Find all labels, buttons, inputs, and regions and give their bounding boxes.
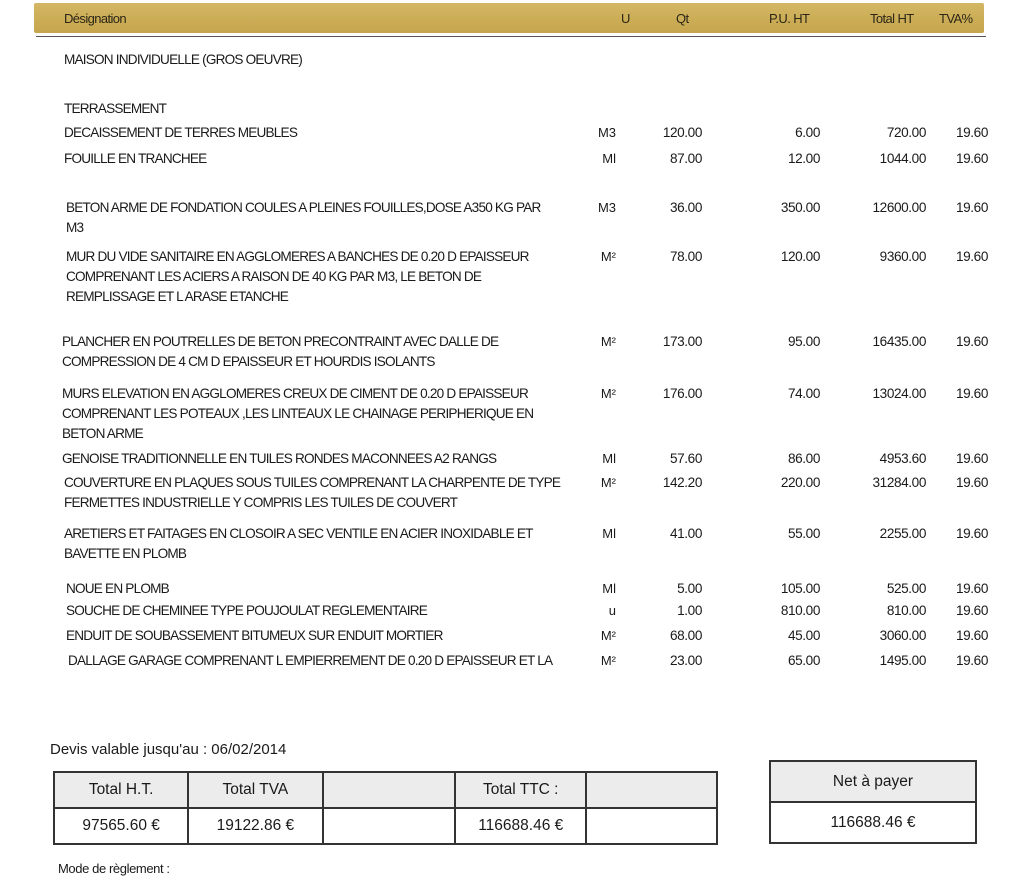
item-unit-price: 86.00 [787, 451, 820, 466]
item-unit: Ml [602, 451, 616, 466]
header-rule [36, 36, 986, 37]
total-ht-label: Total H.T. [54, 772, 188, 808]
total-tva-label: Total TVA [188, 772, 322, 808]
item-total-ht: 1044.00 [879, 151, 926, 166]
item-unit-price: 74.00 [787, 386, 820, 401]
item-unit: M² [600, 653, 616, 668]
item-qty: 23.00 [669, 653, 702, 668]
item-unit-price: 350.00 [780, 200, 820, 215]
item-unit: M² [600, 628, 616, 643]
item-description [62, 332, 622, 372]
item-total-ht: 525.00 [886, 581, 926, 596]
item-description [62, 449, 622, 469]
item-unit: Ml [602, 526, 616, 541]
section-title: TERRASSEMENT [64, 101, 167, 116]
empty-cell [323, 808, 456, 844]
item-tva: 19.60 [955, 249, 988, 264]
item-tva: 19.60 [955, 451, 988, 466]
empty-cell [323, 772, 456, 808]
total-tva-value: 19122.86 € [188, 808, 322, 844]
item-total-ht: 810.00 [886, 603, 926, 618]
item-total-ht: 16435.00 [872, 334, 926, 349]
item-tva: 19.60 [955, 603, 988, 618]
item-description-line: FOUILLE EN TRANCHEE [64, 151, 207, 166]
item-unit: M² [600, 334, 616, 349]
item-description-line: ARETIERS ET FAITAGES EN CLOSOIR A SEC VENTILE EN ACIER INOXIDABLE ET [64, 526, 533, 541]
item-total-ht: 3060.00 [879, 628, 926, 643]
item-description [62, 384, 622, 444]
item-total-ht: 4953.60 [879, 451, 926, 466]
item-tva: 19.60 [955, 386, 988, 401]
item-tva: 19.60 [955, 475, 988, 490]
item-qty: 5.00 [677, 581, 702, 596]
item-description-line: COMPRENANT LES POTEAUX ,LES LINTEAUX LE CHAINAGE PERIPHERIQUE EN [62, 406, 534, 421]
item-tva: 19.60 [955, 125, 988, 140]
item-unit: M² [600, 475, 616, 490]
item-unit: Ml [602, 151, 616, 166]
item-description-line: GENOISE TRADITIONNELLE EN TUILES RONDES MACONNEES A2 RANGS [62, 451, 497, 466]
item-tva: 19.60 [955, 334, 988, 349]
item-description [64, 123, 624, 143]
item-qty: 173.00 [662, 334, 702, 349]
header-pu-ht: P.U. HT [769, 11, 810, 26]
net-table [769, 760, 977, 844]
item-description [66, 626, 626, 646]
item-description-line: COMPRENANT LES ACIERS A RAISON DE 40 KG PAR M3, LE BETON DE [66, 269, 482, 284]
net-value: 116688.46 € [770, 802, 976, 843]
item-unit: M² [600, 249, 616, 264]
item-qty: 176.00 [662, 386, 702, 401]
item-unit-price: 65.00 [787, 653, 820, 668]
item-description-line: DALLAGE GARAGE COMPRENANT L EMPIERREMENT DE 0.20 D EPAISSEUR ET LA [68, 653, 553, 668]
item-tva: 19.60 [955, 581, 988, 596]
item-tva: 19.60 [955, 151, 988, 166]
item-description-line: SOUCHE DE CHEMINEE TYPE POUJOULAT REGLEMENTAIRE [66, 603, 427, 618]
item-description-line: MUR DU VIDE SANITAIRE EN AGGLOMERES A BANCHES DE 0.20 D EPAISSEUR [66, 249, 529, 264]
item-unit-price: 55.00 [787, 526, 820, 541]
item-unit-price: 45.00 [787, 628, 820, 643]
payment-mode: Mode de règlement : [58, 861, 170, 876]
item-total-ht: 31284.00 [872, 475, 926, 490]
item-unit-price: 95.00 [787, 334, 820, 349]
net-label: Net à payer [770, 761, 976, 802]
item-unit: M3 [597, 200, 616, 215]
item-description-line: M3 [66, 220, 84, 235]
item-qty: 57.60 [669, 451, 702, 466]
item-tva: 19.60 [955, 653, 988, 668]
item-description [64, 149, 624, 169]
item-description [64, 473, 624, 513]
item-description [64, 524, 624, 564]
header-total-ht: Total HT [870, 11, 914, 26]
item-description-line: COMPRESSION DE 4 CM D EPAISSEUR ET HOURDIS ISOLANTS [62, 354, 435, 369]
item-description [68, 651, 628, 671]
item-description-line: PLANCHER EN POUTRELLES DE BETON PRECONTRAINT AVEC DALLE DE [62, 334, 499, 349]
item-qty: 78.00 [669, 249, 702, 264]
item-description-line: REMPLISSAGE ET L ARASE ETANCHE [66, 289, 289, 304]
item-total-ht: 1495.00 [879, 653, 926, 668]
header-qty: Qt [676, 11, 689, 26]
empty-cell [586, 808, 717, 844]
item-unit: u [608, 603, 616, 618]
header-designation: Désignation [64, 11, 127, 26]
validity-date: Devis valable jusqu'au : 06/02/2014 [50, 741, 287, 758]
total-ht-value: 97565.60 € [54, 808, 188, 844]
item-tva: 19.60 [955, 200, 988, 215]
item-unit-price: 105.00 [780, 581, 820, 596]
total-ttc-value: 116688.46 € [455, 808, 586, 844]
item-qty: 41.00 [669, 526, 702, 541]
item-unit: M3 [597, 125, 616, 140]
item-description-line: MURS ELEVATION EN AGGLOMERES CREUX DE CIMENT DE 0.20 D EPAISSEUR [62, 386, 528, 401]
item-total-ht: 9360.00 [879, 249, 926, 264]
item-total-ht: 13024.00 [872, 386, 926, 401]
empty-cell [586, 772, 717, 808]
item-tva: 19.60 [955, 526, 988, 541]
item-qty: 36.00 [669, 200, 702, 215]
document-title: MAISON INDIVIDUELLE (GROS OEUVRE) [64, 52, 302, 67]
item-total-ht: 720.00 [886, 125, 926, 140]
total-ttc-label: Total TTC : [455, 772, 586, 808]
item-unit-price: 810.00 [780, 603, 820, 618]
item-description-line: NOUE EN PLOMB [66, 581, 169, 596]
item-unit-price: 120.00 [780, 249, 820, 264]
item-tva: 19.60 [955, 628, 988, 643]
item-unit: Ml [602, 581, 616, 596]
table-header [34, 3, 984, 33]
totals-table [53, 771, 718, 845]
item-total-ht: 12600.00 [872, 200, 926, 215]
item-description [66, 198, 626, 238]
item-qty: 68.00 [669, 628, 702, 643]
item-description-line: FERMETTES INDUSTRIELLE Y COMPRIS LES TUILES DE COUVERT [64, 495, 458, 510]
item-description-line: COUVERTURE EN PLAQUES SOUS TUILES COMPRENANT LA CHARPENTE DE TYPE [64, 475, 561, 490]
item-unit-price: 220.00 [780, 475, 820, 490]
item-description-line: DECAISSEMENT DE TERRES MEUBLES [64, 125, 298, 140]
item-unit: M² [600, 386, 616, 401]
item-description-line: ENDUIT DE SOUBASSEMENT BITUMEUX SUR ENDUIT MORTIER [66, 628, 443, 643]
item-description-line: BETON ARME DE FONDATION COULES A PLEINES FOUILLES,DOSE A350 KG PAR [66, 200, 541, 215]
item-qty: 142.20 [662, 475, 702, 490]
header-tva: TVA% [939, 11, 973, 26]
item-unit-price: 12.00 [787, 151, 820, 166]
item-unit-price: 6.00 [795, 125, 820, 140]
item-qty: 120.00 [662, 125, 702, 140]
item-description [66, 579, 626, 599]
item-qty: 87.00 [669, 151, 702, 166]
item-description-line: BAVETTE EN PLOMB [64, 546, 187, 561]
item-description [66, 247, 626, 307]
item-description [66, 601, 626, 621]
item-qty: 1.00 [677, 603, 702, 618]
header-unit: U [621, 11, 630, 26]
item-total-ht: 2255.00 [879, 526, 926, 541]
item-description-line: BETON ARME [62, 426, 143, 441]
